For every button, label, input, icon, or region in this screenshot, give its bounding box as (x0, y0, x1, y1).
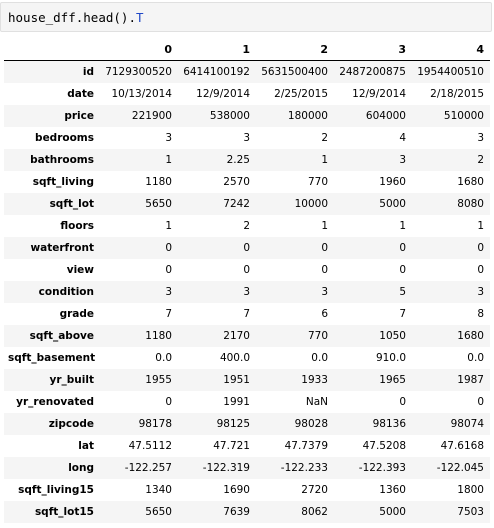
table-cell: 1965 (379, 374, 406, 386)
table-cell: 2/25/2015 (274, 88, 328, 100)
row-label: price (64, 110, 94, 122)
table-row (4, 259, 490, 281)
table-row (4, 391, 490, 413)
table-cell: 400.0 (219, 352, 250, 364)
table-cell: 5 (399, 286, 406, 298)
row-label: sqft_basement (8, 352, 96, 364)
table-cell: 0 (399, 242, 406, 254)
row-label: sqft_lot15 (34, 506, 94, 518)
table-cell: 7 (165, 308, 172, 320)
table-cell: 5650 (145, 198, 172, 210)
row-label: sqft_lot (49, 198, 94, 210)
table-cell: 0.0 (155, 352, 172, 364)
table-cell: -122.233 (280, 462, 328, 474)
table-cell: 3 (243, 132, 250, 144)
table-cell: 12/9/2014 (196, 88, 250, 100)
table-cell: 0 (399, 264, 406, 276)
table-cell: 1954400510 (417, 66, 484, 78)
table-cell: 3 (243, 286, 250, 298)
table-cell: 2.25 (226, 154, 250, 166)
table-cell: 1 (165, 220, 172, 232)
table-cell: 7503 (457, 506, 484, 518)
row-label: sqft_above (29, 330, 94, 342)
table-cell: 5000 (379, 506, 406, 518)
table-cell: 7639 (223, 506, 250, 518)
table-cell: 3 (477, 286, 484, 298)
table-cell: 221900 (131, 110, 172, 122)
header-row (4, 36, 490, 61)
column-header: 4 (412, 36, 490, 61)
table-cell: 7 (399, 308, 406, 320)
table-cell: 0 (321, 264, 328, 276)
row-label: id (82, 66, 94, 78)
table-cell: 1050 (379, 330, 406, 342)
column-header: 1 (178, 36, 256, 61)
table-cell: 0 (399, 396, 406, 408)
output-dataframe (4, 36, 490, 523)
row-label: lat (78, 440, 94, 452)
table-cell: 98074 (450, 418, 484, 430)
table-cell: 770 (307, 330, 328, 342)
table-row (4, 479, 490, 501)
table-row (4, 61, 490, 84)
table-cell: 0.0 (467, 352, 484, 364)
table-cell: 1180 (145, 176, 172, 188)
row-label: zipcode (48, 418, 94, 430)
row-label: long (68, 462, 94, 474)
table-cell: 1680 (457, 330, 484, 342)
table-cell: 0 (243, 264, 250, 276)
index-corner-header (4, 36, 100, 61)
table-cell: 1800 (457, 484, 484, 496)
column-header: 3 (334, 36, 412, 61)
table-cell: 7 (243, 308, 250, 320)
code-dot: . (128, 10, 136, 25)
table-cell: 3 (165, 132, 172, 144)
table-cell: 180000 (287, 110, 328, 122)
table-cell: 1360 (379, 484, 406, 496)
table-cell: -122.257 (124, 462, 172, 474)
table-cell: 4 (399, 132, 406, 144)
table-cell: 0 (321, 242, 328, 254)
table-cell: 98125 (216, 418, 250, 430)
row-label: yr_renovated (16, 396, 94, 408)
table-cell: 7242 (223, 198, 250, 210)
table-cell: 5631500400 (261, 66, 328, 78)
code-transpose-attr: T (135, 10, 144, 25)
table-cell: 0 (165, 264, 172, 276)
table-cell: 1 (399, 220, 406, 232)
table-row (4, 149, 490, 171)
table-cell: 1340 (145, 484, 172, 496)
row-label: sqft_living (32, 176, 94, 188)
table-cell: 538000 (209, 110, 250, 122)
row-label: grade (59, 308, 94, 320)
table-cell: 47.5208 (362, 440, 406, 452)
table-cell: NaN (305, 396, 328, 408)
table-cell: 0 (165, 242, 172, 254)
table-cell: -122.045 (436, 462, 484, 474)
table-cell: 3 (477, 132, 484, 144)
table-row (4, 83, 490, 105)
code-input-cell[interactable] (0, 2, 492, 32)
table-cell: 98136 (372, 418, 406, 430)
table-cell: 5000 (379, 198, 406, 210)
table-cell: 1 (321, 154, 328, 166)
table-cell: 0 (243, 242, 250, 254)
row-label: waterfront (30, 242, 94, 254)
table-row (4, 193, 490, 215)
table-cell: 2487200875 (339, 66, 406, 78)
table-cell: 5650 (145, 506, 172, 518)
table-cell: 3 (165, 286, 172, 298)
table-row (4, 105, 490, 127)
table-cell: 1933 (301, 374, 328, 386)
table-cell: 8080 (457, 198, 484, 210)
table-cell: 2170 (223, 330, 250, 342)
code-object: house_dff (8, 10, 76, 25)
table-cell: 1991 (223, 396, 250, 408)
table-cell: 10/13/2014 (111, 88, 172, 100)
table-row (4, 435, 490, 457)
table-cell: 8 (477, 308, 484, 320)
table-cell: 98028 (294, 418, 328, 430)
table-cell: 1180 (145, 330, 172, 342)
row-label: yr_built (49, 374, 94, 386)
table-cell: 3 (399, 154, 406, 166)
table-cell: 1 (165, 154, 172, 166)
table-cell: 1951 (223, 374, 250, 386)
table-cell: 7129300520 (105, 66, 172, 78)
table-cell: -122.319 (202, 462, 250, 474)
table-body (4, 61, 490, 524)
table-row (4, 413, 490, 435)
table-cell: 1955 (145, 374, 172, 386)
table-cell: 0 (477, 242, 484, 254)
table-cell: 910.0 (375, 352, 406, 364)
table-cell: 6414100192 (183, 66, 250, 78)
table-row (4, 237, 490, 259)
table-cell: 0.0 (311, 352, 328, 364)
table-cell: 8062 (301, 506, 328, 518)
table-cell: 47.6168 (440, 440, 484, 452)
table-cell: 98178 (138, 418, 172, 430)
table-cell: -122.393 (358, 462, 406, 474)
row-label: date (67, 88, 94, 100)
table-row (4, 369, 490, 391)
table-cell: 1 (321, 220, 328, 232)
table-cell: 1960 (379, 176, 406, 188)
table-row (4, 127, 490, 149)
table-cell: 1987 (457, 374, 484, 386)
table-cell: 0 (165, 396, 172, 408)
table-cell: 1680 (457, 176, 484, 188)
table-cell: 2 (321, 132, 328, 144)
table-cell: 47.721 (213, 440, 250, 452)
table-cell: 47.5112 (128, 440, 172, 452)
table-cell: 12/9/2014 (352, 88, 406, 100)
code-method: head (83, 10, 114, 25)
column-header: 2 (256, 36, 334, 61)
row-label: floors (60, 220, 94, 232)
table-cell: 3 (321, 286, 328, 298)
table-row (4, 325, 490, 347)
table-cell: 2720 (301, 484, 328, 496)
table-row (4, 171, 490, 193)
table-cell: 10000 (294, 198, 328, 210)
row-label: sqft_living15 (18, 484, 94, 496)
code-dot: . (75, 10, 84, 25)
table-cell: 2 (477, 154, 484, 166)
table-row (4, 303, 490, 325)
table-row (4, 347, 490, 369)
table-row (4, 501, 490, 523)
table-cell: 2 (243, 220, 250, 232)
row-label: condition (38, 286, 94, 298)
table-cell: 2570 (223, 176, 250, 188)
code-line (8, 10, 144, 25)
table-row (4, 457, 490, 479)
code-call: () (113, 10, 129, 25)
column-header: 0 (100, 36, 178, 61)
row-label: view (66, 264, 94, 276)
table-cell: 1690 (223, 484, 250, 496)
table-cell: 510000 (443, 110, 484, 122)
table-row (4, 215, 490, 237)
table-cell: 1 (477, 220, 484, 232)
table-row (4, 281, 490, 303)
table-cell: 2/18/2015 (430, 88, 484, 100)
table-cell: 604000 (365, 110, 406, 122)
table-cell: 0 (477, 264, 484, 276)
row-label: bedrooms (35, 132, 94, 144)
row-label: bathrooms (30, 154, 94, 166)
table-cell: 770 (307, 176, 328, 188)
table-cell: 0 (477, 396, 484, 408)
table-cell: 6 (321, 308, 328, 320)
table-cell: 47.7379 (284, 440, 328, 452)
